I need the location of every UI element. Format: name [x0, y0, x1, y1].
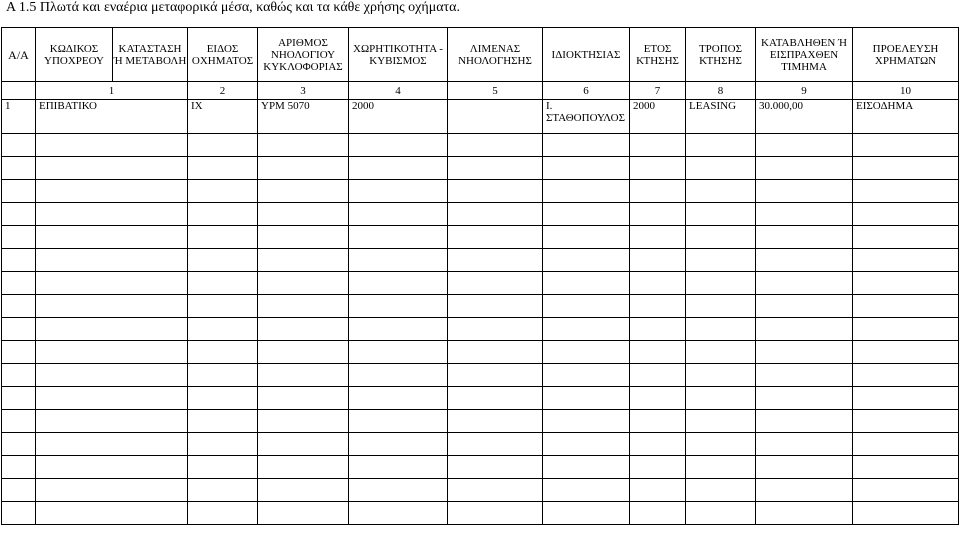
empty-cell: [448, 318, 543, 341]
empty-row: [2, 502, 959, 525]
empty-cell: [448, 479, 543, 502]
empty-cell: [756, 249, 853, 272]
column-number: 5: [448, 82, 543, 100]
empty-cell: [630, 433, 686, 456]
empty-cell: [686, 456, 756, 479]
empty-cell: [853, 410, 959, 433]
empty-cell: [36, 410, 188, 433]
empty-cell: [543, 180, 630, 203]
empty-cell: [448, 203, 543, 226]
empty-cell: [188, 295, 258, 318]
empty-row: [2, 433, 959, 456]
empty-cell: [448, 134, 543, 157]
empty-cell: [36, 226, 188, 249]
empty-cell: [349, 134, 448, 157]
empty-cell: [188, 203, 258, 226]
empty-row: [2, 134, 959, 157]
empty-row: [2, 249, 959, 272]
empty-cell: [630, 226, 686, 249]
empty-cell: [349, 157, 448, 180]
empty-cell: [2, 479, 36, 502]
empty-cell: [448, 226, 543, 249]
empty-cell: [686, 157, 756, 180]
empty-cell: [543, 134, 630, 157]
empty-cell: [853, 456, 959, 479]
header-price: ΚΑΤΑΒΛΗΘΕΝ Ή ΕΙΣΠΡΑΧΘΕΝ ΤΙΜΗΜΑ: [756, 28, 853, 82]
empty-cell: [756, 157, 853, 180]
empty-cell: [258, 203, 349, 226]
empty-cell: [2, 203, 36, 226]
empty-cell: [448, 295, 543, 318]
header-status: ΚΑΤΑΣΤΑΣΗ Ή ΜΕΤΑΒΟΛΗ: [113, 28, 188, 82]
empty-cell: [188, 364, 258, 387]
empty-cell: [543, 295, 630, 318]
cell-category: ΕΠΙΒΑΤΙΚΟ: [36, 100, 188, 134]
empty-cell: [756, 203, 853, 226]
empty-cell: [686, 341, 756, 364]
form-title: Α 1.5 Πλωτά και εναέρια μεταφορικά μέσα, καθώς και τα κάθε χρήσης οχήματα.: [6, 0, 461, 15]
empty-row: [2, 295, 959, 318]
empty-cell: [2, 456, 36, 479]
empty-cell: [543, 249, 630, 272]
cell-acquisition: LEASING: [686, 100, 756, 134]
empty-cell: [756, 295, 853, 318]
empty-cell: [36, 341, 188, 364]
empty-row: [2, 226, 959, 249]
empty-cell: [2, 249, 36, 272]
empty-cell: [188, 157, 258, 180]
empty-cell: [448, 272, 543, 295]
empty-cell: [756, 410, 853, 433]
empty-cell: [630, 157, 686, 180]
empty-row: [2, 272, 959, 295]
empty-cell: [448, 502, 543, 525]
empty-cell: [543, 226, 630, 249]
empty-cell: [853, 180, 959, 203]
empty-cell: [258, 226, 349, 249]
empty-cell: [2, 341, 36, 364]
empty-cell: [349, 433, 448, 456]
empty-cell: [2, 364, 36, 387]
empty-cell: [349, 180, 448, 203]
empty-cell: [756, 318, 853, 341]
empty-cell: [188, 410, 258, 433]
header-acquisition: ΤΡΟΠΟΣ ΚΤΗΣΗΣ: [686, 28, 756, 82]
empty-cell: [756, 272, 853, 295]
empty-cell: [630, 479, 686, 502]
cell-capacity: 2000: [349, 100, 448, 134]
header-vehicle-type: ΕΙΔΟΣ ΟΧΗΜΑΤΟΣ: [188, 28, 258, 82]
empty-cell: [36, 433, 188, 456]
empty-cell: [543, 272, 630, 295]
empty-cell: [188, 341, 258, 364]
empty-cell: [756, 387, 853, 410]
empty-cell: [36, 134, 188, 157]
empty-cell: [258, 272, 349, 295]
empty-cell: [853, 502, 959, 525]
empty-cell: [543, 341, 630, 364]
empty-cell: [448, 249, 543, 272]
empty-cell: [36, 249, 188, 272]
empty-cell: [36, 502, 188, 525]
empty-cell: [188, 272, 258, 295]
cell-port: [448, 100, 543, 134]
header-source: ΠΡΟΕΛΕΥΣΗ ΧΡΗΜΑΤΩΝ: [853, 28, 959, 82]
empty-cell: [188, 134, 258, 157]
column-number: 8: [686, 82, 756, 100]
empty-cell: [2, 226, 36, 249]
empty-cell: [188, 318, 258, 341]
empty-cell: [36, 318, 188, 341]
empty-row: [2, 157, 959, 180]
header-obligor-code: ΚΩΔΙΚΟΣ ΥΠΟΧΡΕΟΥ: [36, 28, 113, 82]
empty-cell: [630, 203, 686, 226]
header-capacity: ΧΩΡΗΤΙΚΟΤΗΤΑ - ΚΥΒΙΣΜΟΣ: [349, 28, 448, 82]
empty-cell: [349, 272, 448, 295]
empty-cell: [853, 134, 959, 157]
empty-row: [2, 203, 959, 226]
empty-cell: [349, 364, 448, 387]
empty-cell: [258, 410, 349, 433]
empty-cell: [349, 502, 448, 525]
empty-cell: [448, 364, 543, 387]
empty-cell: [853, 249, 959, 272]
empty-cell: [188, 180, 258, 203]
empty-cell: [258, 134, 349, 157]
empty-cell: [756, 180, 853, 203]
empty-cell: [2, 134, 36, 157]
empty-cell: [448, 387, 543, 410]
empty-row: [2, 341, 959, 364]
header-row: [2, 28, 959, 82]
empty-cell: [686, 226, 756, 249]
empty-cell: [349, 249, 448, 272]
empty-cell: [448, 180, 543, 203]
empty-cell: [258, 318, 349, 341]
empty-cell: [853, 226, 959, 249]
empty-cell: [188, 502, 258, 525]
empty-cell: [543, 456, 630, 479]
empty-cell: [36, 203, 188, 226]
empty-cell: [630, 341, 686, 364]
empty-cell: [543, 410, 630, 433]
empty-row: [2, 410, 959, 433]
empty-cell: [349, 203, 448, 226]
empty-cell: [756, 502, 853, 525]
empty-cell: [853, 295, 959, 318]
empty-row: [2, 479, 959, 502]
empty-cell: [448, 433, 543, 456]
empty-cell: [686, 410, 756, 433]
cell-source: ΕΙΣΟΔΗΜΑ: [853, 100, 959, 134]
header-port: ΛΙΜΕΝΑΣ ΝΗΟΛΟΓΗΣΗΣ: [448, 28, 543, 82]
cell-price: 30.000,00: [756, 100, 853, 134]
empty-cell: [258, 479, 349, 502]
empty-cell: [686, 203, 756, 226]
empty-cell: [36, 364, 188, 387]
empty-cell: [188, 433, 258, 456]
empty-cell: [630, 295, 686, 318]
empty-cell: [853, 364, 959, 387]
empty-cell: [36, 387, 188, 410]
empty-cell: [630, 502, 686, 525]
empty-cell: [853, 433, 959, 456]
empty-cell: [36, 157, 188, 180]
empty-cell: [756, 479, 853, 502]
empty-cell: [756, 226, 853, 249]
empty-cell: [630, 387, 686, 410]
table-row: [2, 100, 959, 134]
empty-cell: [686, 134, 756, 157]
header-year: ΕΤΟΣ ΚΤΗΣΗΣ: [630, 28, 686, 82]
empty-cell: [543, 502, 630, 525]
column-number: 4: [349, 82, 448, 100]
empty-cell: [686, 180, 756, 203]
empty-cell: [756, 433, 853, 456]
empty-cell: [36, 479, 188, 502]
empty-cell: [543, 203, 630, 226]
column-number: 6: [543, 82, 630, 100]
vehicles-table: [1, 27, 959, 525]
empty-cell: [258, 295, 349, 318]
cell-aa: 1: [2, 100, 36, 134]
header-ownership: ΙΔΙΟΚΤΗΣΙΑΣ: [543, 28, 630, 82]
empty-cell: [349, 387, 448, 410]
empty-cell: [686, 387, 756, 410]
empty-cell: [630, 318, 686, 341]
header-aa: Α/Α: [2, 28, 36, 82]
empty-cell: [2, 387, 36, 410]
empty-cell: [448, 456, 543, 479]
empty-row: [2, 318, 959, 341]
empty-cell: [853, 479, 959, 502]
empty-row: [2, 456, 959, 479]
empty-row: [2, 387, 959, 410]
empty-cell: [543, 433, 630, 456]
empty-cell: [258, 364, 349, 387]
empty-cell: [2, 295, 36, 318]
empty-cell: [756, 456, 853, 479]
column-number-blank: [2, 82, 36, 100]
empty-cell: [2, 433, 36, 456]
empty-cell: [756, 364, 853, 387]
column-number: 1: [36, 82, 188, 100]
cell-vehicle-type: ΙΧ: [188, 100, 258, 134]
empty-cell: [630, 249, 686, 272]
empty-cell: [686, 364, 756, 387]
empty-cell: [543, 318, 630, 341]
empty-cell: [853, 318, 959, 341]
empty-cell: [630, 134, 686, 157]
empty-cell: [36, 180, 188, 203]
empty-cell: [630, 410, 686, 433]
empty-cell: [349, 410, 448, 433]
empty-cell: [853, 341, 959, 364]
empty-cell: [853, 203, 959, 226]
empty-cell: [188, 479, 258, 502]
empty-cell: [36, 295, 188, 318]
empty-cell: [258, 341, 349, 364]
cell-registration: ΥΡΜ 5070: [258, 100, 349, 134]
empty-cell: [686, 433, 756, 456]
column-number: 9: [756, 82, 853, 100]
empty-cell: [258, 387, 349, 410]
empty-cell: [686, 502, 756, 525]
empty-cell: [188, 387, 258, 410]
empty-cell: [853, 272, 959, 295]
empty-row: [2, 364, 959, 387]
empty-cell: [2, 318, 36, 341]
empty-cell: [258, 456, 349, 479]
empty-cell: [349, 318, 448, 341]
empty-cell: [630, 180, 686, 203]
column-number-row: [2, 82, 959, 100]
empty-cell: [258, 157, 349, 180]
empty-cell: [756, 341, 853, 364]
empty-cell: [349, 479, 448, 502]
empty-cell: [258, 433, 349, 456]
empty-cell: [448, 157, 543, 180]
empty-cell: [36, 456, 188, 479]
empty-cell: [2, 502, 36, 525]
empty-cell: [853, 157, 959, 180]
empty-cell: [188, 249, 258, 272]
empty-cell: [258, 249, 349, 272]
empty-cell: [349, 456, 448, 479]
empty-cell: [756, 134, 853, 157]
empty-cell: [686, 249, 756, 272]
empty-cell: [2, 272, 36, 295]
column-number: 2: [188, 82, 258, 100]
empty-cell: [630, 364, 686, 387]
empty-cell: [686, 479, 756, 502]
empty-cell: [448, 410, 543, 433]
empty-cell: [349, 295, 448, 318]
empty-cell: [543, 479, 630, 502]
empty-cell: [543, 387, 630, 410]
empty-cell: [630, 272, 686, 295]
empty-row: [2, 180, 959, 203]
empty-cell: [630, 456, 686, 479]
empty-cell: [188, 456, 258, 479]
empty-cell: [686, 295, 756, 318]
empty-cell: [543, 157, 630, 180]
empty-cell: [853, 387, 959, 410]
header-registration: ΑΡΙΘΜΟΣ ΝΗΟΛΟΓΙΟΥ ΚΥΚΛΟΦΟΡΙΑΣ: [258, 28, 349, 82]
empty-cell: [349, 341, 448, 364]
cell-year: 2000: [630, 100, 686, 134]
empty-cell: [2, 157, 36, 180]
cell-ownership: Ι. ΣΤΑΘΟΠΟΥΛΟΣ: [543, 100, 630, 134]
empty-cell: [258, 180, 349, 203]
empty-cell: [188, 226, 258, 249]
column-number: 3: [258, 82, 349, 100]
empty-cell: [543, 364, 630, 387]
empty-cell: [686, 272, 756, 295]
empty-cell: [686, 318, 756, 341]
empty-cell: [349, 226, 448, 249]
empty-cell: [2, 410, 36, 433]
empty-cell: [2, 180, 36, 203]
column-number: 7: [630, 82, 686, 100]
empty-cell: [36, 272, 188, 295]
empty-cell: [448, 341, 543, 364]
empty-cell: [258, 502, 349, 525]
column-number: 10: [853, 82, 959, 100]
